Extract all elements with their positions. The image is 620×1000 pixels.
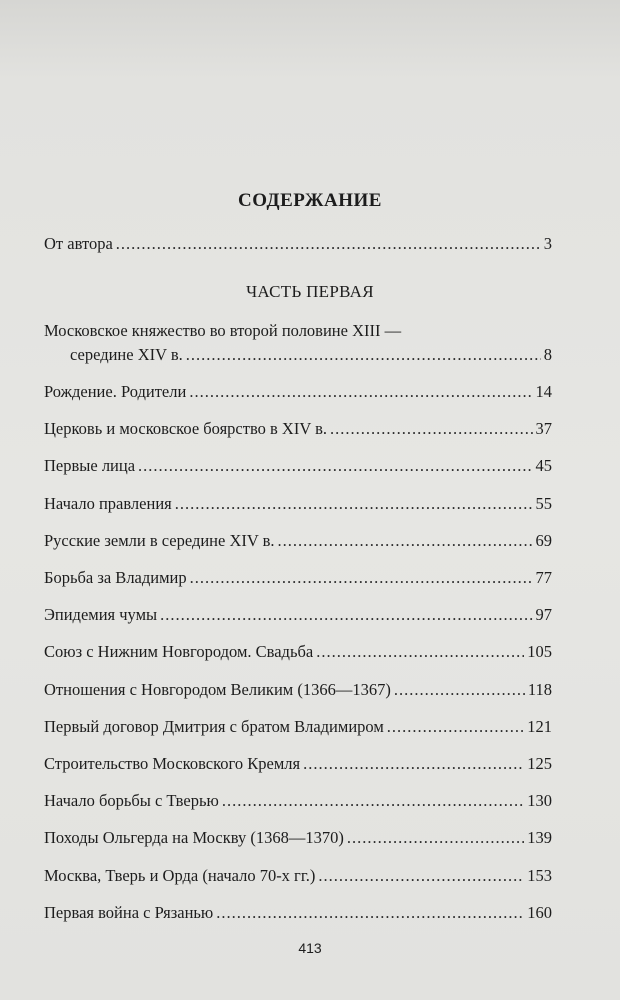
toc-leader-dots <box>278 530 533 552</box>
toc-entry-page: 8 <box>543 345 552 364</box>
toc-entry <box>44 865 552 887</box>
toc-entry <box>44 827 552 849</box>
toc-entry-label: От автора <box>44 234 113 253</box>
toc-leader-dots <box>186 344 541 366</box>
toc-entry-page: 130 <box>527 791 552 811</box>
toc-entry-first <box>70 344 552 366</box>
toc-entry-first-line1: Московское княжество во второй половине XIII — <box>44 321 402 340</box>
toc-entry-page: 55 <box>535 493 552 513</box>
toc-entry <box>44 753 552 775</box>
toc-entry-label: Первая война с Рязанью <box>44 902 214 922</box>
toc-entry-label: Эпидемия чумы <box>44 605 158 625</box>
toc-leader-dots <box>394 679 525 701</box>
toc-leader-dots <box>116 233 541 255</box>
toc-entry-label: Борьба за Владимир <box>44 568 187 587</box>
page-number: 413 <box>298 940 322 956</box>
toc-entry-label: Первые лица <box>44 456 136 476</box>
toc-leader-dots <box>216 902 524 924</box>
toc-leader-dots <box>347 827 524 849</box>
toc-entry-label: середине XIV в. <box>70 345 183 364</box>
toc-leader-dots <box>330 418 532 440</box>
toc-leader-dots <box>190 567 533 589</box>
toc-entry-label: Отношения с Новгородом Великим (1366—1367) <box>44 679 391 699</box>
toc-entry-label: Строительство Московского Кремля <box>44 754 301 773</box>
toc-entry-label: Союз с Нижним Новгородом. Свадьба <box>44 642 314 662</box>
toc-entry <box>44 641 552 663</box>
part-heading: ЧАСТЬ ПЕРВАЯ <box>246 282 374 301</box>
toc-entry-label: Начало правления <box>44 493 172 513</box>
toc-entry-page: 45 <box>535 456 552 476</box>
toc-entry <box>44 381 552 403</box>
toc-entry <box>44 902 552 924</box>
toc-entry-page: 37 <box>535 419 552 439</box>
toc-entry <box>44 567 552 589</box>
toc-entry <box>44 418 552 440</box>
toc-entry-label: Церковь и московское боярство в XIV в. <box>44 419 328 439</box>
toc-entry <box>44 493 552 515</box>
toc-entry-page: 69 <box>535 530 552 550</box>
toc-entry-page: 77 <box>535 568 552 587</box>
toc-entry-preface <box>44 233 552 255</box>
toc-entry <box>44 716 552 738</box>
toc-entry-page: 125 <box>527 754 552 773</box>
toc-leader-dots <box>189 381 532 403</box>
toc-leader-dots <box>303 753 524 775</box>
toc-entry-page: 121 <box>527 716 552 736</box>
toc-entry-label: Москва, Тверь и Орда (начало 70-х гг.) <box>44 865 316 885</box>
toc-leader-dots <box>222 790 524 812</box>
toc-entry-page: 14 <box>535 382 552 401</box>
toc-leader-dots <box>175 493 533 515</box>
toc-entry-page: 118 <box>527 679 552 699</box>
toc-entry <box>44 455 552 477</box>
toc-leader-dots <box>318 865 524 887</box>
toc-leader-dots <box>316 641 524 663</box>
toc-entry-page: 153 <box>527 865 552 885</box>
toc-entry-page: 160 <box>527 902 552 922</box>
toc-leader-dots <box>387 716 524 738</box>
toc-entry-label: Начало борьбы с Тверью <box>44 791 219 811</box>
page-title: СОДЕРЖАНИЕ <box>238 190 382 211</box>
toc-entry-page: 105 <box>527 642 552 662</box>
toc-entry-label: Первый договор Дмитрия с братом Владимиром <box>44 716 384 736</box>
toc-entry-page: 139 <box>527 828 552 848</box>
toc-entry-label: Рождение. Родители <box>44 382 187 401</box>
toc-entry <box>44 790 552 812</box>
toc-entry <box>44 679 552 701</box>
toc-leader-dots <box>160 604 532 626</box>
toc-entry-page: 97 <box>535 605 552 625</box>
toc-entry <box>44 530 552 552</box>
toc-leader-dots <box>138 455 532 477</box>
toc-entry-label: Походы Ольгерда на Москву (1368—1370) <box>44 828 344 848</box>
toc-entry-label: Русские земли в середине XIV в. <box>44 530 275 550</box>
toc-entry-page: 3 <box>543 234 552 253</box>
toc-entry <box>44 604 552 626</box>
